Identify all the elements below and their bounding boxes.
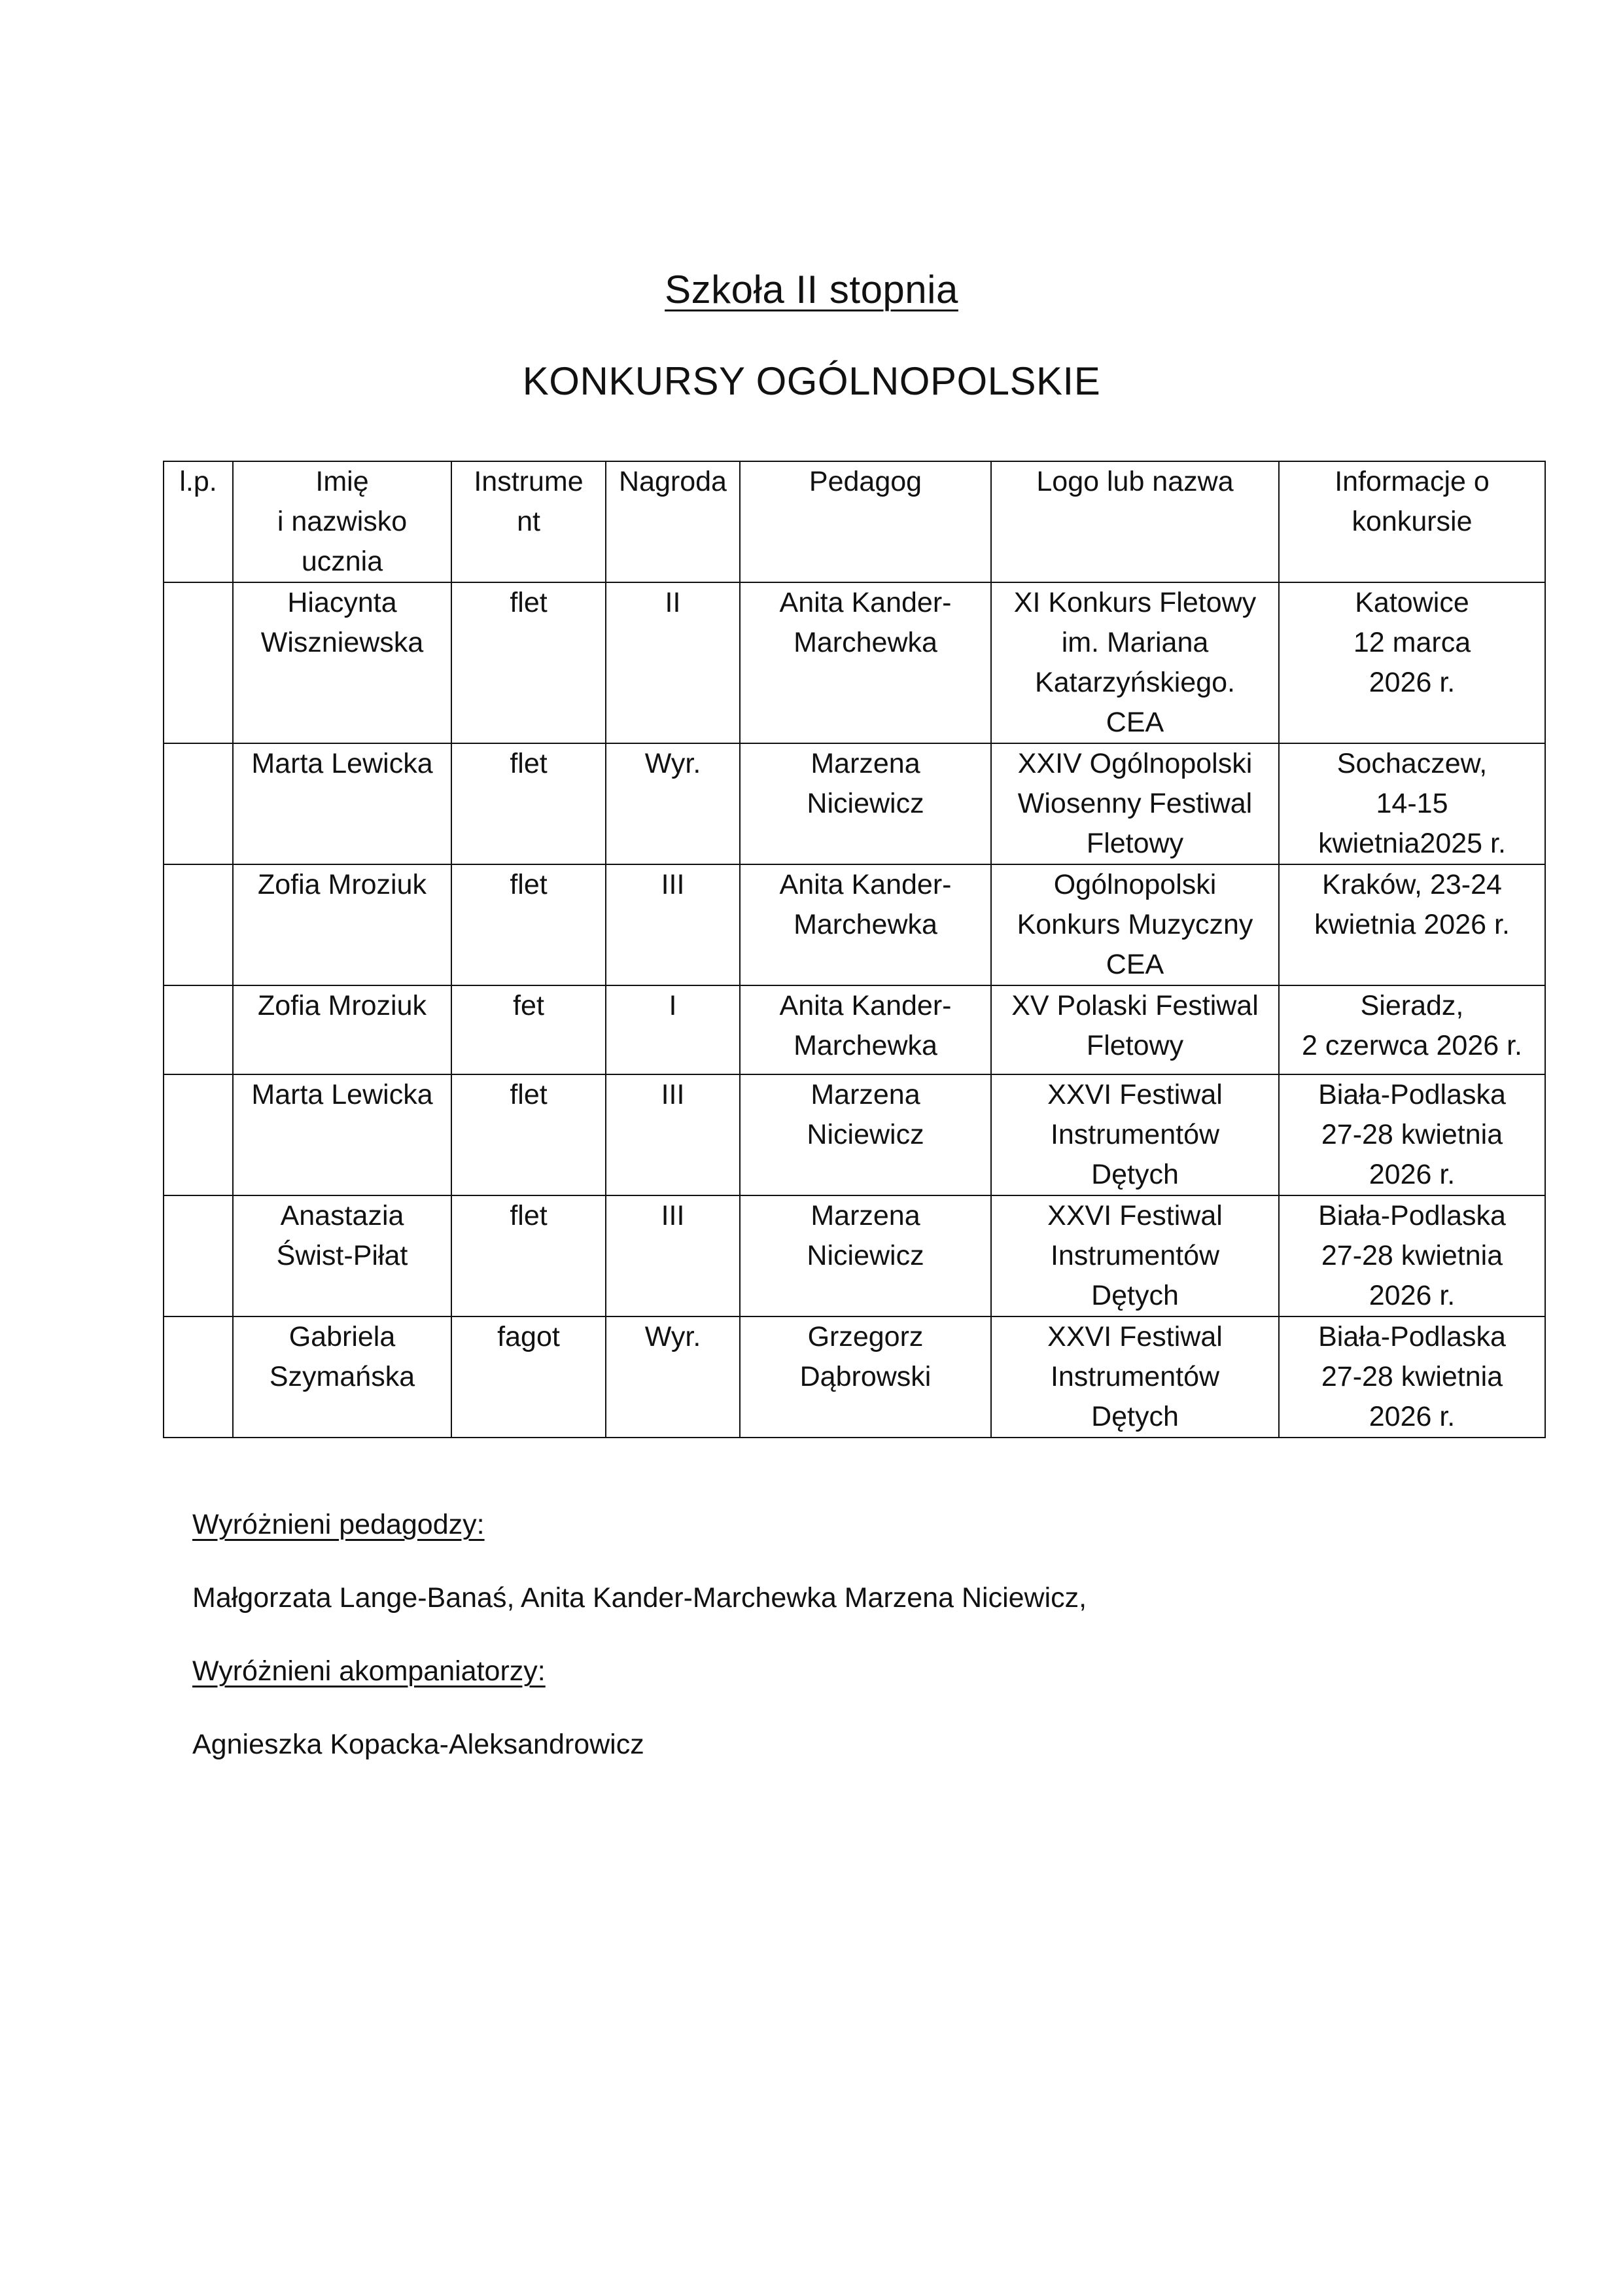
cell-student: Zofia Mroziuk: [233, 864, 451, 985]
school-title: Szkoła II stopnia: [665, 268, 958, 311]
cell-student: Marta Lewicka: [233, 743, 451, 864]
cell-info: Sochaczew, 14-15 kwietnia2025 r.: [1279, 743, 1545, 864]
table-row: [164, 1074, 1545, 1195]
cell-info: Katowice 12 marca 2026 r.: [1279, 582, 1545, 743]
cell-instrument: flet: [451, 743, 606, 864]
cell-teacher: Anita Kander- Marchewka: [740, 985, 991, 1074]
cell-contest: Ogólnopolski Konkurs Muzyczny CEA: [991, 864, 1279, 985]
cell-teacher: Marzena Niciewicz: [740, 743, 991, 864]
cell-lp: [164, 1074, 233, 1195]
column-header-info: Informacje o konkursie: [1279, 461, 1545, 582]
cell-info: Biała-Podlaska 27-28 kwietnia 2026 r.: [1279, 1316, 1545, 1438]
section-title: KONKURSY OGÓLNOPOLSKIE: [522, 359, 1101, 403]
table-row: [164, 743, 1545, 864]
contest-extra-label: CEA: [1106, 707, 1164, 738]
cell-lp: [164, 985, 233, 1074]
cell-teacher: Marzena Niciewicz: [740, 1195, 991, 1316]
cell-instrument: fagot: [451, 1316, 606, 1438]
table-row: [164, 1195, 1545, 1316]
table-row: [164, 985, 1545, 1074]
cell-lp: [164, 864, 233, 985]
column-header-contest: Logo lub nazwa: [991, 461, 1279, 582]
cell-info: Sieradz, 2 czerwca 2026 r.: [1279, 985, 1545, 1074]
cell-info: Biała-Podlaska 27-28 kwietnia 2026 r.: [1279, 1074, 1545, 1195]
cell-teacher: Grzegorz Dąbrowski: [740, 1316, 991, 1438]
cell-info: Biała-Podlaska 27-28 kwietnia 2026 r.: [1279, 1195, 1545, 1316]
column-header-student: Imię i nazwisko ucznia: [233, 461, 451, 582]
table-body: [164, 582, 1545, 1438]
cell-award: III: [606, 1074, 740, 1195]
cell-student: Gabriela Szymańska: [233, 1316, 451, 1438]
table-row: [164, 582, 1545, 743]
cell-teacher: Marzena Niciewicz: [740, 1074, 991, 1195]
cell-contest: XXVI Festiwal Instrumentów Dętych: [991, 1074, 1279, 1195]
cell-contest: XXIV Ogólnopolski Wiosenny Festiwal Fletowy: [991, 743, 1279, 864]
cell-award: Wyr.: [606, 743, 740, 864]
cell-instrument: flet: [451, 1195, 606, 1316]
column-header-lp: l.p.: [164, 461, 233, 582]
cell-student: Marta Lewicka: [233, 1074, 451, 1195]
cell-award: III: [606, 1195, 740, 1316]
column-header-teacher: Pedagog: [740, 461, 991, 582]
table-row: [164, 1316, 1545, 1438]
cell-student: Hiacynta Wiszniewska: [233, 582, 451, 743]
column-header-instrument: Instrume nt: [451, 461, 606, 582]
cell-award: Wyr.: [606, 1316, 740, 1438]
cell-award: III: [606, 864, 740, 985]
cell-award: II: [606, 582, 740, 743]
cell-lp: [164, 1195, 233, 1316]
cell-contest: XXVI Festiwal Instrumentów Dętych: [991, 1316, 1279, 1438]
cell-award: I: [606, 985, 740, 1074]
column-header-award: Nagroda: [606, 461, 740, 582]
cell-instrument: flet: [451, 582, 606, 743]
cell-lp: [164, 743, 233, 864]
distinguished-teachers-heading: Wyróżnieni pedagodzy:: [192, 1509, 485, 1540]
cell-lp: [164, 1316, 233, 1438]
competitions-table: [163, 461, 1546, 1438]
table-row: [164, 864, 1545, 985]
cell-teacher: Anita Kander- Marchewka: [740, 864, 991, 985]
cell-contest: XI Konkurs Fletowy im. Mariana Katarzyńskiego. CEA: [991, 582, 1279, 743]
cell-teacher: Anita Kander- Marchewka: [740, 582, 991, 743]
cell-instrument: fet: [451, 985, 606, 1074]
table-header-row: [164, 461, 1545, 582]
distinguished-teachers-names: Małgorzata Lange-Banaś, Anita Kander-Marchewka Marzena Niciewicz,: [192, 1582, 1087, 1614]
cell-student: Anastazia Świst-Piłat: [233, 1195, 451, 1316]
cell-info: Kraków, 23-24 kwietnia 2026 r.: [1279, 864, 1545, 985]
cell-lp: [164, 582, 233, 743]
cell-contest: XXVI Festiwal Instrumentów Dętych: [991, 1195, 1279, 1316]
cell-instrument: flet: [451, 1074, 606, 1195]
cell-contest: XV Polaski Festiwal Fletowy: [991, 985, 1279, 1074]
distinguished-accompanists-names: Agnieszka Kopacka-Aleksandrowicz: [192, 1729, 644, 1760]
cell-instrument: flet: [451, 864, 606, 985]
distinguished-accompanists-heading: Wyróżnieni akompaniatorzy:: [192, 1655, 546, 1687]
cell-student: Zofia Mroziuk: [233, 985, 451, 1074]
